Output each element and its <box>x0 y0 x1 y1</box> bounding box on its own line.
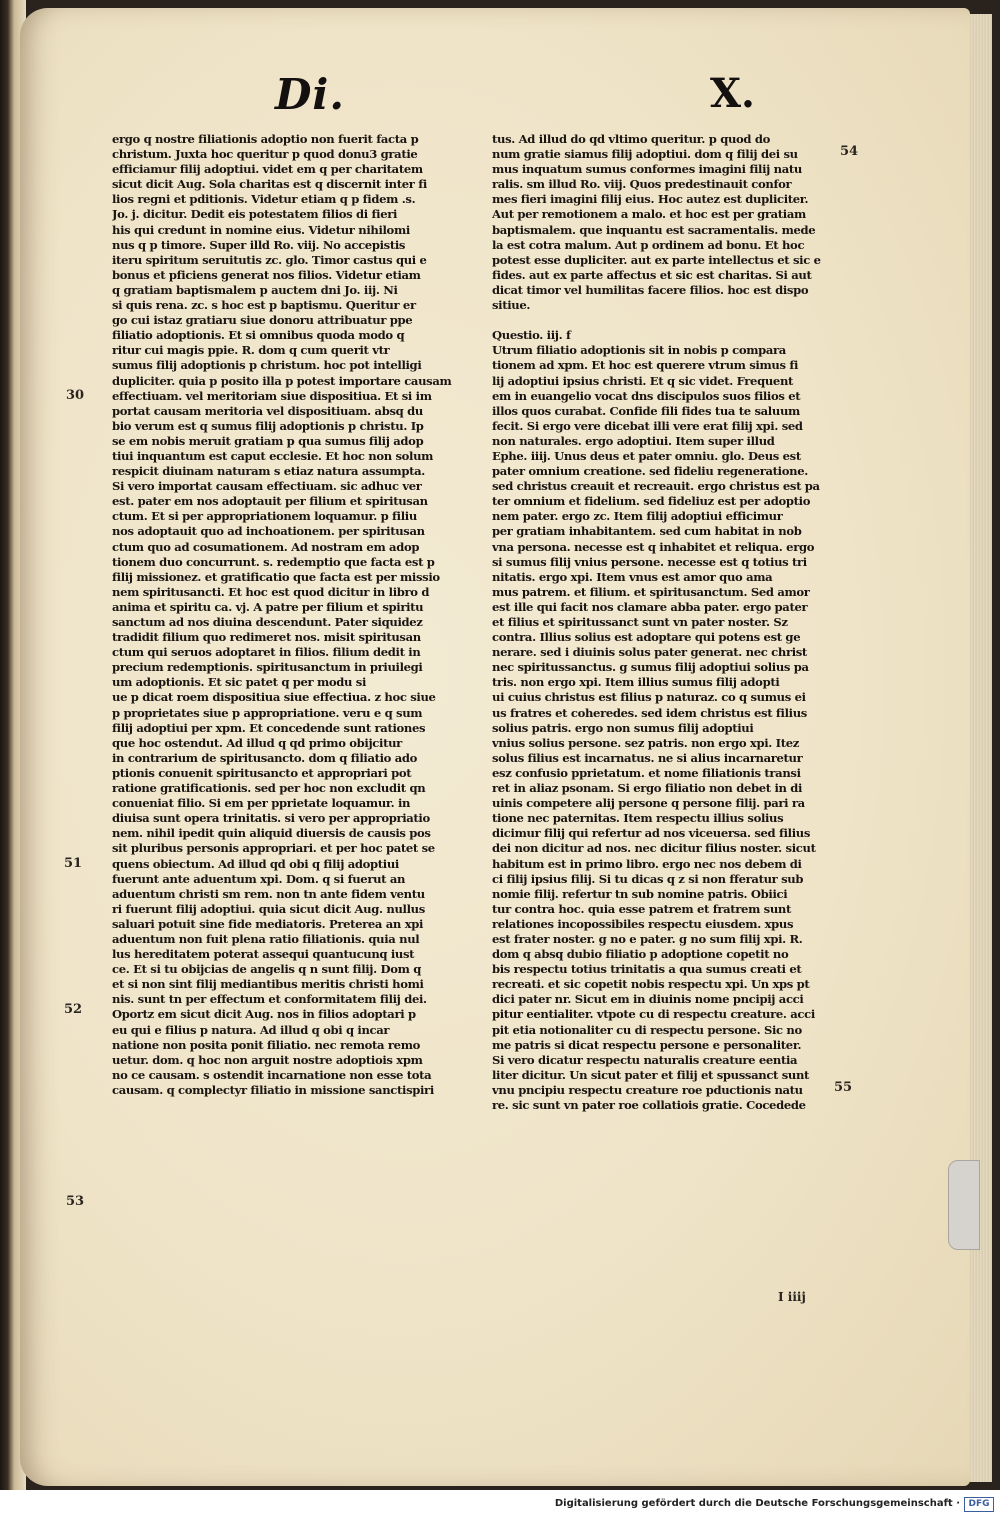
margin-number: 51 <box>64 856 83 871</box>
text-line: um adoptionis. Et sic patet q per modu si <box>112 675 367 690</box>
text-line: num gratie siamus filij adoptiui. dom q filij dei su <box>492 147 798 162</box>
text-line: dupliciter. quia p posito illa p potest importare causam <box>112 373 452 388</box>
text-line: me patris si dicat respectu persone e personaliter. <box>492 1037 802 1052</box>
text-line: re. sic sunt vn pater roe collatiois gratie. Cocedede <box>492 1098 806 1112</box>
text-line: portat causam meritoria vel dispositiuam. absq du <box>112 403 423 418</box>
text-line: Si vero importat causam effectiuam. sic adhuc ver <box>112 479 422 494</box>
text-line: natione non posita ponit filiatio. nec remota remo <box>112 1037 420 1052</box>
text-line: recreati. et sic copetit nobis respectu xpi. Un xps pt <box>492 977 810 992</box>
text-line: bonus et pficiens generat nos filios. Videtur etiam <box>112 267 421 282</box>
text-line: ctum quo ad cosumationem. Ad nostram em adop <box>112 539 420 554</box>
text-line: fides. aut ex parte affectus et sic est charitas. Si aut <box>492 267 812 282</box>
text-line: liter dicitur. Un sicut pater et filij et spussanct sunt <box>492 1067 810 1082</box>
text-line: est. pater em nos adoptauit per filium et spiritusan <box>112 494 428 509</box>
text-line: nis. sunt tn per effectum et conformitatem filij dei. <box>112 992 427 1007</box>
text-line: saluari potuit sine fide mediatoris. Preterea an xpi <box>112 916 424 931</box>
text-line: precium redemptionis. spiritusanctum in priuilegi <box>112 660 423 675</box>
text-line: nem. nihil ipedit quin aliquid diuersis de causis pos <box>112 826 431 841</box>
text-line: fecit. Si ergo vere dicebat illi vere erat filij xpi. sed <box>492 418 803 433</box>
text-line: mes fieri imagini filij eius. Hoc autez est dupliciter. <box>492 192 809 207</box>
text-line: la est cotra malum. Aut p ordinem ad bonu. Et hoc <box>492 237 805 252</box>
text-line: causam. q complectyr filiatio in missione sanctispiri <box>112 1082 434 1097</box>
text-line: tradidit filium quo redimeret nos. misit spiritusan <box>112 630 421 645</box>
text-line: iteru spiritum seruitutis zc. glo. Timor castus qui e <box>112 252 427 267</box>
text-line: eu qui e filius p natura. Ad illud q obi q incar <box>112 1022 390 1037</box>
text-line: esz confusio pprietatum. et nome filiationis transi <box>492 765 801 780</box>
text-line: nitatis. ergo xpi. Item vnus est amor quo ama <box>492 569 773 584</box>
text-line: ter omnium et fidelium. sed fideliuz est per adoptio <box>492 494 811 509</box>
text-line: ergo q nostre filiationis adoptio non fuerit facta p <box>112 132 419 146</box>
text-line: Oportz em sicut dicit Aug. nos in filios adoptari p <box>112 1007 416 1022</box>
text-line: ritur cui magis ppie. R. dom q cum querit vtr <box>112 343 390 358</box>
text-line: go cui istaz gratiaru siue donoru attribuatur ppe <box>112 313 413 328</box>
text-line: uinis competere alij persone q persone filij. pari ra <box>492 796 805 811</box>
page-block-edges <box>968 14 992 1482</box>
text-line: ctum. Et si per appropriationem loquamur. p filiu <box>112 509 417 524</box>
text-line: baptismalem. que inquantu est sacramentalis. mede <box>492 222 816 237</box>
text-line: tur contra hoc. quia esse patrem et fratrem sunt <box>492 901 792 916</box>
margin-number: 54 <box>840 144 859 159</box>
text-line: filij missionez. et gratificatio que facta est per missio <box>112 569 440 584</box>
text-line: ui cuius christus est filius p naturaz. co q sumus ei <box>492 690 806 705</box>
text-line: lij adoptiui ipsius christi. Et q sic videt. Frequent <box>492 373 794 388</box>
text-line: tionem ad xpm. Et hoc est querere vtrum simus fi <box>492 358 799 373</box>
text-line: sicut dicit Aug. Sola charitas est q discernit inter fi <box>112 177 427 192</box>
text-line: solius patris. ergo non sumus filij adoptiui <box>492 720 754 735</box>
text-line: tus. Ad illud do qd vltimo queritur. p quod do <box>492 132 770 146</box>
text-line: sit pluribus personis appropriari. et per hoc patet se <box>112 841 435 856</box>
text-line: et filius et spiritussanct sunt vn pater noster. Sz <box>492 615 788 629</box>
text-line: per gratiam inhabitantem. sed cum habitat in nob <box>492 524 802 539</box>
text-line: bio verum est q sumus filij adoptionis p christu. Ip <box>112 418 424 433</box>
text-line: que hoc ostendut. Ad illud q qd primo obijcitur <box>112 735 402 750</box>
text-line: fuerunt ante aduentum xpi. Dom. q si fuerut an <box>112 871 406 886</box>
text-line: bis respectu totius trinitatis a qua sumus creati et <box>492 962 802 977</box>
text-line: ret in aliaz psonam. Si ergo filiatio non debet in di <box>492 781 803 796</box>
running-head-left: Di. <box>275 70 345 119</box>
text-line: dicat timor vel humilitas facere filios. hoc est dispo <box>492 282 809 297</box>
text-line: p proprietates siue p appropriatione. veru e q sum <box>112 705 423 720</box>
text-line: dei non dicitur ad nos. nec dicitur filius noster. sicut <box>492 841 816 856</box>
text-line: ctum qui seruos adoptaret in filios. filium dedit in <box>112 645 421 660</box>
text-line: dici pater nr. Sicut em in diuinis nome pncipij acci <box>492 992 804 1007</box>
text-line: si sumus filij vnius persone. necesse est q totius tri <box>492 554 807 569</box>
margin-number: 52 <box>64 1002 83 1017</box>
text-line: tris. non ergo xpi. Item illius sumus filij adopti <box>492 675 780 690</box>
text-line: non naturales. ergo adoptiui. Item super illud <box>492 433 775 448</box>
margin-number: 53 <box>66 1194 85 1209</box>
text-line: relationes incopossibiles respectu eiusdem. xpus <box>492 916 794 931</box>
text-line: pit etia notionaliter cu di respectu persone. Sic no <box>492 1022 802 1037</box>
text-line: pitur eentialiter. vtpote cu di respectu creature. acci <box>492 1007 815 1022</box>
text-line: si quis rena. zc. s hoc est p baptismu. Queritur er <box>112 298 416 313</box>
text-line: quens obiectum. Ad illud qd obi q filij adoptiui <box>112 856 399 871</box>
text-line: Aut per remotionem a malo. et hoc est per gratiam <box>492 207 806 222</box>
text-line: anima et spiritu ca. vj. A patre per filium et spiritu <box>112 599 424 614</box>
margin-number: 30 <box>66 388 85 403</box>
text-line: aduentum non fuit plena ratio filiationis. quia nul <box>112 931 420 946</box>
text-line: Utrum filiatio adoptionis sit in nobis p compara <box>492 343 786 358</box>
text-line: potest esse dupliciter. aut ex parte intellectus et sic e <box>492 252 821 267</box>
text-line: Jo. j. dicitur. Dedit eis potestatem filios di fieri <box>112 207 398 222</box>
text-line: est ille qui facit nos clamare abba pater. ergo pater <box>492 599 808 614</box>
text-line: nerare. sed i diuinis solus pater generat. nec christ <box>492 645 807 660</box>
text-line: solus filius est incarnatus. ne si alius incarnaretur <box>492 750 803 765</box>
text-line: nus q p timore. Super illd Ro. viij. No accepistis <box>112 237 406 252</box>
text-line <box>492 313 852 328</box>
book-page <box>20 8 970 1486</box>
text-line: nec spiritussanctus. g sumus filij adoptiui solius pa <box>492 660 809 675</box>
text-line: diuisa sunt opera trinitatis. si vero per appropriatio <box>112 811 430 826</box>
text-line: christum. Juxta hoc queritur p quod donu3 gratie <box>112 147 418 162</box>
text-line: ralis. sm illud Ro. viij. Quos predestinauit confor <box>492 177 792 192</box>
text-line: nem spiritusancti. Et hoc est quod dicitur in libro d <box>112 584 430 599</box>
text-line: lios regni et pditionis. Videtur etiam q p fidem .s. <box>112 192 416 207</box>
text-line: nomie filij. refertur tn sub nomine patris. Obiici <box>492 886 788 901</box>
text-line: filiatio adoptionis. Et si omnibus quoda modo q <box>112 328 405 343</box>
dfg-logo: DFG <box>964 1497 994 1512</box>
text-column-left <box>112 132 472 1098</box>
text-line: respicit diuinam naturam s etiaz natura assumpta. <box>112 464 425 479</box>
footer-credit: Digitalisierung gefördert durch die Deutsche Forschungsgemeinschaft · <box>554 1498 960 1509</box>
text-line: sed christus creauit et recreauit. ergo christus est pa <box>492 479 820 494</box>
text-line: sumus filij adoptionis p christum. hoc pot intelligi <box>112 358 422 373</box>
text-line: Ephe. iiij. Unus deus et pater omniu. glo. Deus est <box>492 448 801 463</box>
text-line: habitum est in primo libro. ergo nec nos debem di <box>492 856 802 871</box>
text-column-right <box>492 132 852 1113</box>
text-line: effectiuam. vel meritoriam siue dispositiua. Et si im <box>112 388 432 403</box>
text-line: ce. Et si tu obijcias de angelis q n sunt filij. Dom q <box>112 962 421 977</box>
text-line: vnius solius persone. sez patris. non ergo xpi. Itez <box>492 735 799 750</box>
text-line: conueniat filio. Si em per pprietate loquamur. in <box>112 796 411 811</box>
text-line: no ce causam. s ostendit incarnatione non esse tota <box>112 1067 432 1082</box>
text-line: et si non sint filij mediantibus meritis christi homi <box>112 977 424 992</box>
text-line: ptionis conuenit spiritusancto et appropriari pot <box>112 765 412 780</box>
text-line: mus patrem. et filium. et spiritusanctum. Sed amor <box>492 584 810 599</box>
text-line: dom q absq dubio filiatio p adoptione copetit no <box>492 947 789 962</box>
margin-number: 55 <box>834 1080 853 1095</box>
text-line: ratione gratificationis. sed per hoc non excludit qn <box>112 781 426 796</box>
running-head-right: X. <box>710 70 755 117</box>
text-line: nos adoptauit quo ad inchoationem. per spiritusan <box>112 524 425 539</box>
text-line: vna persona. necesse est q inhabitet et reliqua. ergo <box>492 539 815 554</box>
text-line: sitiue. <box>492 298 531 313</box>
bookmark-tab <box>948 1160 980 1250</box>
text-line: nem pater. ergo zc. Item filij adoptiui efficimur <box>492 509 783 524</box>
text-line: se em nobis meruit gratiam p qua sumus filij adop <box>112 433 424 448</box>
text-line: ue p dicat roem dispositiua siue effectiua. z hoc siue <box>112 690 436 705</box>
text-line: est frater noster. g no e pater. g no sum filij xpi. R. <box>492 931 803 946</box>
text-line: tione nec paternitas. Item respectu illius solius <box>492 811 784 826</box>
text-line: Questio. iij. f <box>492 328 571 343</box>
text-line: pater omnium creatione. sed fideliu regeneratione. <box>492 464 808 479</box>
text-line: us fratres et coheredes. sed idem christus est filius <box>492 705 807 720</box>
text-line: tionem duo concurrunt. s. redemptio que facta est p <box>112 554 435 569</box>
text-line: q gratiam baptismalem p auctem dni Jo. iij. Ni <box>112 282 398 297</box>
text-line: illos quos curabat. Confide fili fides tua te saluum <box>492 403 800 418</box>
text-line: mus inquatum sumus conformes imagini filij natu <box>492 162 802 177</box>
text-line: vnu pncipiu respectu creature roe pductionis natu <box>492 1082 803 1097</box>
signature-mark: I iiij <box>778 1290 806 1304</box>
text-line: in contrarium de spiritusancto. dom q filiatio ado <box>112 750 418 765</box>
footer-bar <box>0 1490 1000 1519</box>
text-line: contra. Illius solius est adoptare qui potens est ge <box>492 630 801 645</box>
text-line: Si vero dicatur respectu naturalis creature eentia <box>492 1052 798 1067</box>
text-line: filij adoptiui per xpm. Et concedende sunt rationes <box>112 720 426 735</box>
text-line: sanctum ad nos diuina descendunt. Pater siquidez <box>112 615 423 629</box>
text-line: his qui credunt in nomine eius. Videtur nihilomi <box>112 222 410 237</box>
text-line: uetur. dom. q hoc non arguit nostre adoptiois xpm <box>112 1052 423 1067</box>
text-line: ri fuerunt filij adoptiui. quia sicut dicit Aug. nullus <box>112 901 425 916</box>
text-line: dicimur filij qui refertur ad nos viceuersa. sed filius <box>492 826 811 841</box>
text-line: ci filij ipsius filij. Si tu dicas q z si non fferatur sub <box>492 871 804 886</box>
text-line: efficiamur filij adoptiui. videt em q per charitatem <box>112 162 423 177</box>
text-line: em in euangelio vocat dns discipulos suos filios et <box>492 388 801 403</box>
text-line: lus hereditatem poterat assequi quantucunq iust <box>112 947 415 962</box>
text-line: aduentum christi sm rem. non tn ante fidem ventu <box>112 886 425 901</box>
text-line: tiui inquantum est caput ecclesie. Et hoc non solum <box>112 448 434 463</box>
